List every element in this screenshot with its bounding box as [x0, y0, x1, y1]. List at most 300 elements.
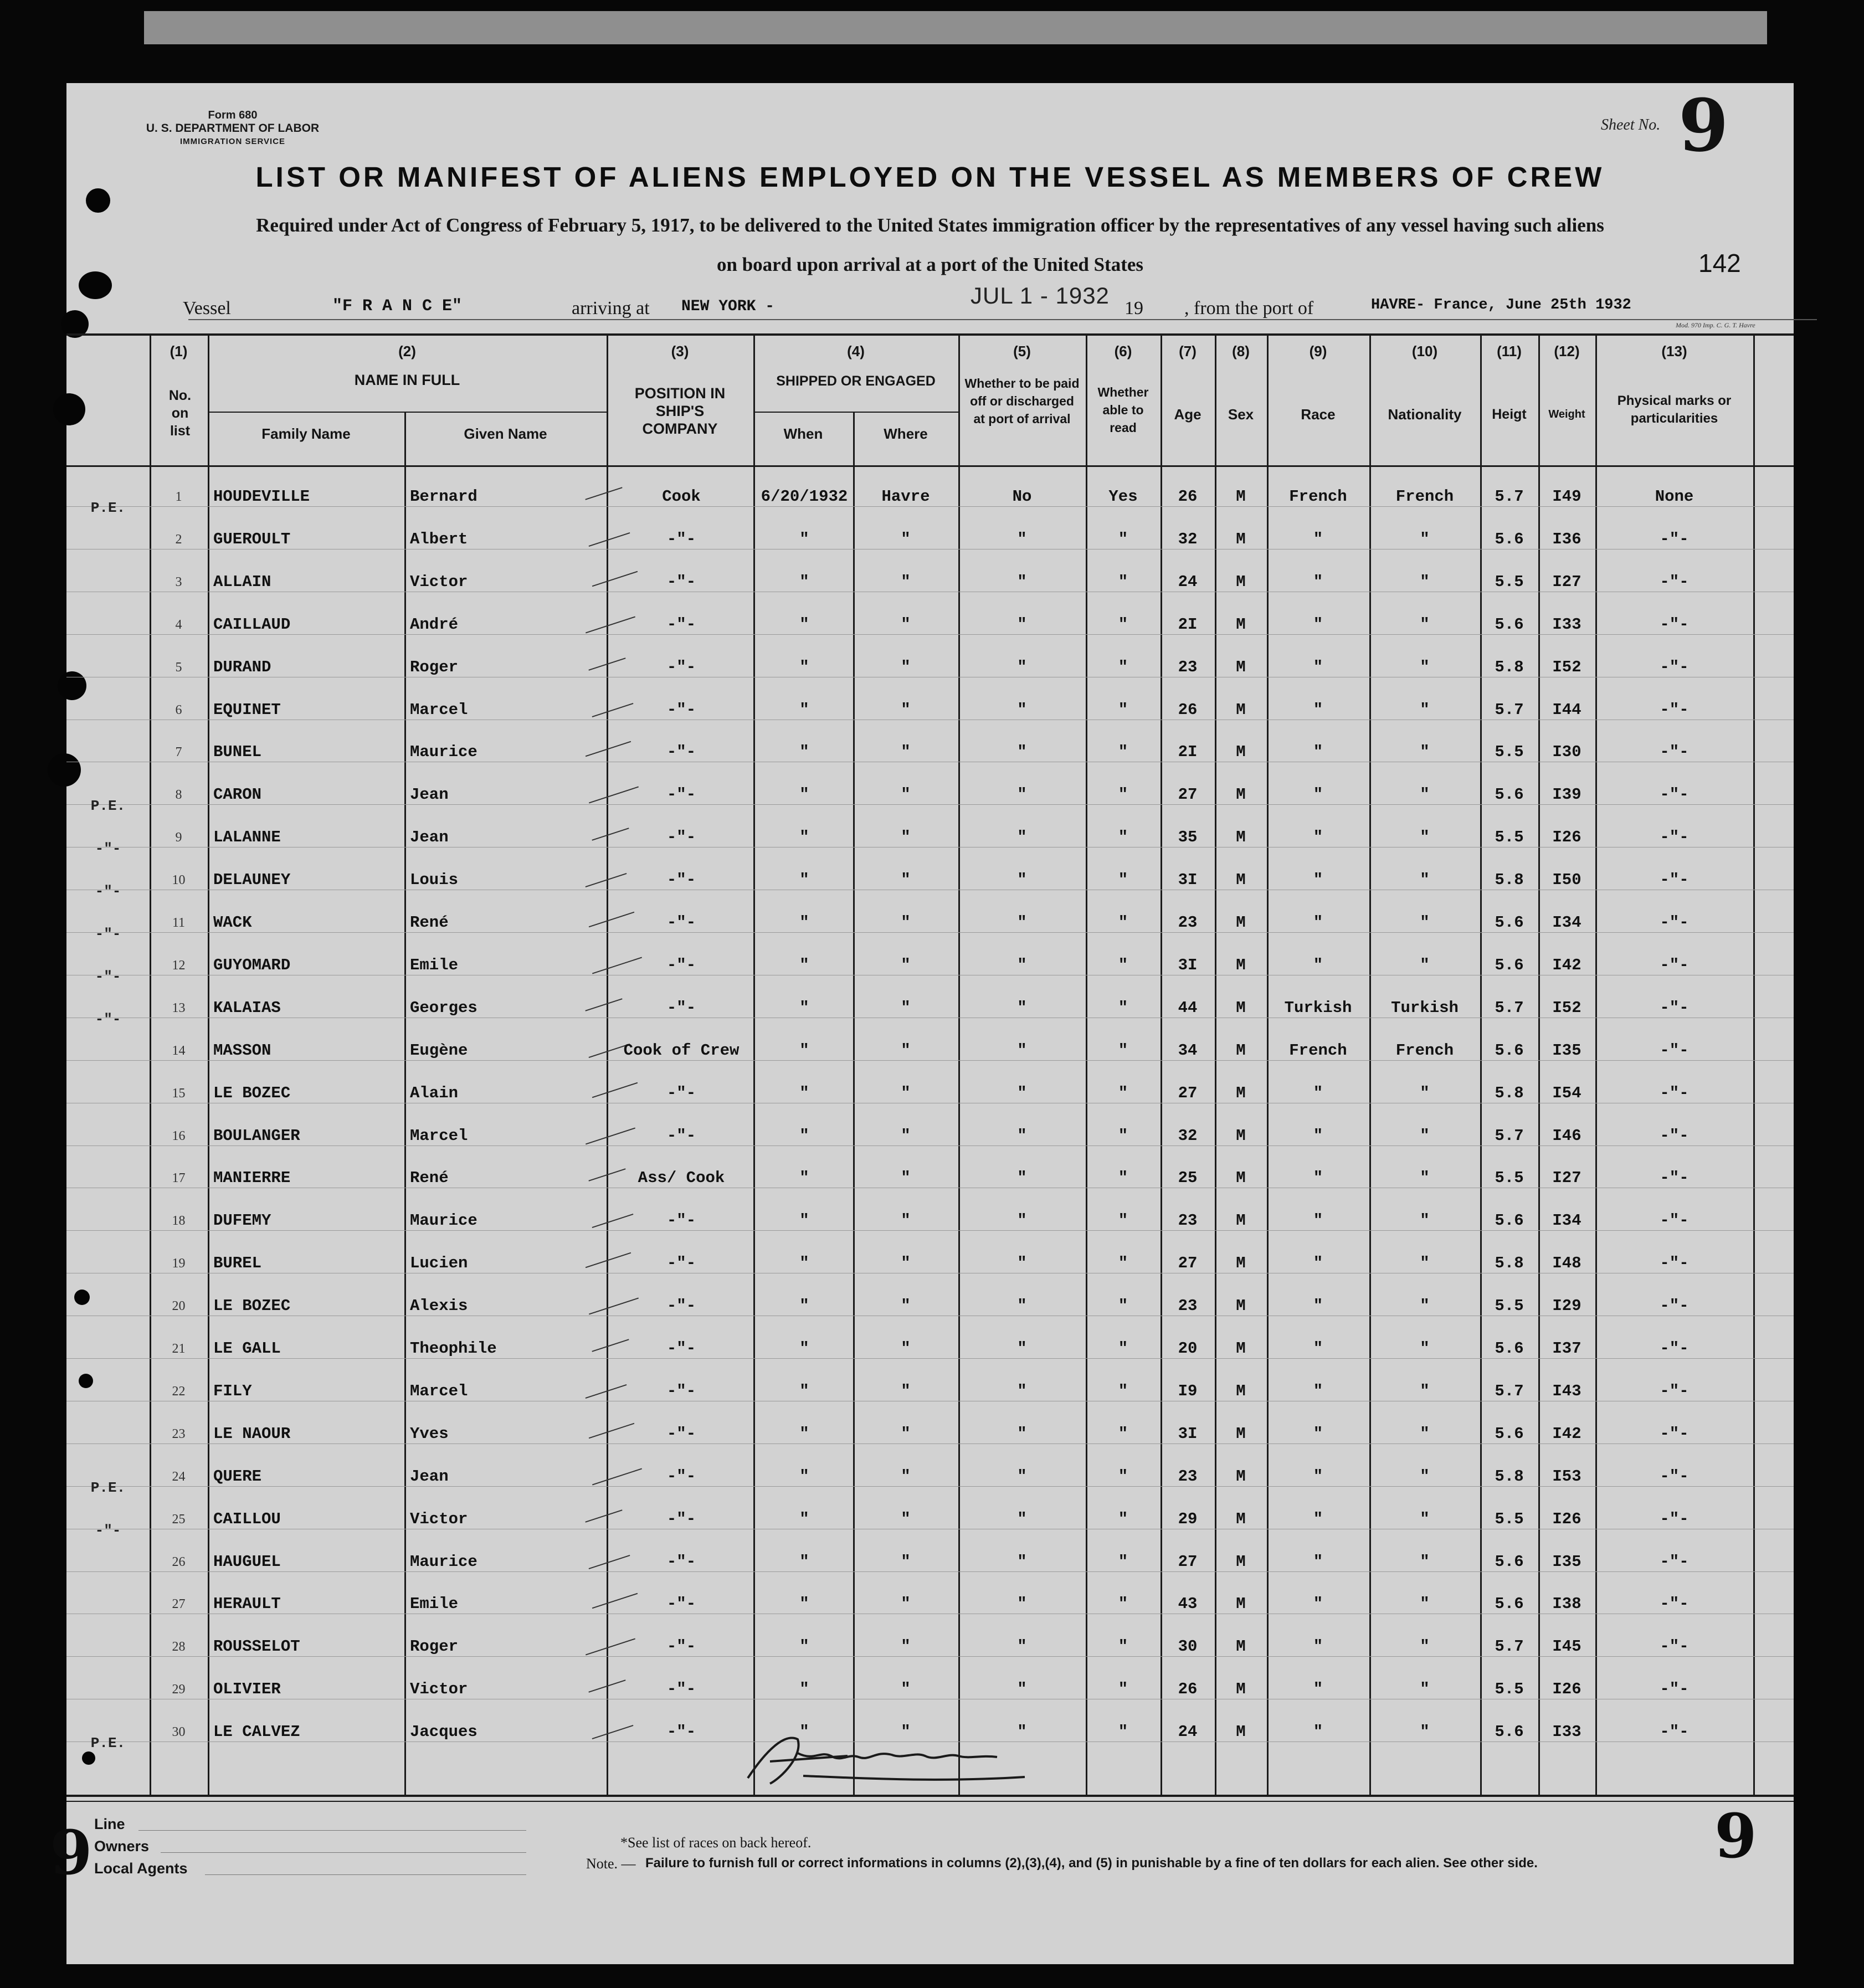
- row-height: 5.6: [1495, 913, 1524, 932]
- row-position: -"-: [666, 1723, 696, 1742]
- row-position: -"-: [666, 1297, 696, 1316]
- row-position: -"-: [666, 1637, 696, 1656]
- row-marks: -"-: [1660, 615, 1689, 634]
- row-read: ": [1118, 615, 1128, 634]
- row-position: -"-: [666, 572, 696, 591]
- row-when: ": [799, 1339, 809, 1358]
- subtitle-line-2: on board upon arrival at a port of the United States: [716, 254, 1144, 275]
- row-weight: I38: [1552, 1595, 1581, 1614]
- row-age: 2I: [1178, 743, 1198, 762]
- row-nationality: ": [1420, 1680, 1430, 1699]
- row-read: ": [1118, 1509, 1128, 1528]
- row-weight: I26: [1552, 1509, 1581, 1528]
- row-paid: ": [1017, 1637, 1027, 1656]
- col-divider: [1086, 333, 1087, 1796]
- row-family: KALAIAS: [213, 998, 281, 1017]
- row-paid: ": [1017, 743, 1027, 762]
- col-divider: [1215, 333, 1216, 1796]
- row-read: ": [1118, 530, 1128, 548]
- row-no: 19: [172, 1256, 186, 1271]
- table-bottom-border-2: [66, 1801, 1794, 1802]
- row-where: ": [901, 1297, 911, 1316]
- row-marks: -"-: [1660, 1254, 1689, 1273]
- row-sex: M: [1236, 700, 1246, 719]
- row-nationality: ": [1420, 1467, 1430, 1486]
- row-sex: M: [1236, 956, 1246, 974]
- row-given: Emile: [410, 1595, 459, 1614]
- row-paid: ": [1017, 1254, 1027, 1273]
- row-given: André: [410, 615, 459, 634]
- row-where: ": [901, 828, 911, 847]
- row-position: -"-: [666, 700, 696, 719]
- row-marks: -"-: [1660, 1041, 1689, 1060]
- row-age: 26: [1178, 1680, 1198, 1699]
- row-where: ": [901, 1552, 911, 1571]
- row-sex: M: [1236, 615, 1246, 634]
- row-when: 6/20/1932: [761, 487, 848, 506]
- row-height: 5.6: [1495, 1424, 1524, 1443]
- row-when: ": [799, 615, 809, 634]
- row-where: ": [901, 1424, 911, 1443]
- row-no: 22: [172, 1384, 186, 1399]
- department-name: U. S. DEPARTMENT OF LABOR: [146, 122, 320, 135]
- row-sex: M: [1236, 1254, 1246, 1273]
- arriving-label: arriving at: [572, 298, 650, 319]
- row-weight: I36: [1552, 530, 1581, 548]
- col3-number: (3): [671, 343, 689, 359]
- row-when: ": [799, 743, 809, 762]
- row-height: 5.5: [1495, 572, 1524, 591]
- col11-number: (11): [1497, 343, 1522, 359]
- row-when: ": [799, 572, 809, 591]
- row-read: ": [1118, 1339, 1128, 1358]
- row-given: Marcel: [410, 1126, 468, 1145]
- row-weight: I42: [1552, 956, 1581, 974]
- punch-hole: [53, 393, 85, 425]
- sheet-label: Sheet No.: [1601, 116, 1661, 133]
- row-height: 5.6: [1495, 1552, 1524, 1571]
- col1-label: No. on list: [168, 388, 192, 439]
- row-marks: -"-: [1660, 1424, 1689, 1443]
- row-height: 5.7: [1495, 700, 1524, 719]
- row-position: -"-: [666, 1680, 696, 1699]
- row-where: ": [901, 1083, 911, 1102]
- row-position: -"-: [666, 1254, 696, 1273]
- row-family: LE BOZEC: [213, 1083, 291, 1102]
- row-height: 5.5: [1495, 1680, 1524, 1699]
- row-weight: I42: [1552, 1424, 1581, 1443]
- row-height: 5.7: [1495, 1637, 1524, 1656]
- row-marks: -"-: [1660, 1723, 1689, 1742]
- row-when: ": [799, 1467, 809, 1486]
- row-family: DURAND: [213, 657, 271, 676]
- row-where: ": [901, 700, 911, 719]
- row-marks: -"-: [1660, 1509, 1689, 1528]
- row-sex: M: [1236, 1552, 1246, 1571]
- row-family: QUERE: [213, 1467, 262, 1486]
- row-given: Marcel: [410, 1381, 468, 1400]
- row-age: 27: [1178, 1254, 1198, 1273]
- row-no: 1: [175, 490, 182, 504]
- row-read: ": [1118, 1083, 1128, 1102]
- col-divider: [607, 333, 608, 1796]
- row-when: ": [799, 828, 809, 847]
- row-nationality: ": [1420, 1339, 1430, 1358]
- row-race: Turkish: [1284, 998, 1352, 1017]
- row-rule: [66, 1486, 1794, 1487]
- row-age: 32: [1178, 1126, 1198, 1145]
- row-age: 32: [1178, 530, 1198, 548]
- col-divider: [150, 333, 151, 1796]
- row-race: ": [1313, 1595, 1323, 1614]
- row-race: ": [1313, 1297, 1323, 1316]
- row-position: Ass/ Cook: [638, 1169, 725, 1188]
- row-no: 18: [172, 1214, 186, 1229]
- col9-label: Race: [1301, 406, 1336, 423]
- row-sex: M: [1236, 1297, 1246, 1316]
- row-position: -"-: [666, 913, 696, 932]
- row-read: ": [1118, 998, 1128, 1017]
- row-age: I9: [1178, 1381, 1198, 1400]
- row-sex: M: [1236, 572, 1246, 591]
- row-rule: [66, 1358, 1794, 1359]
- row-no: 26: [172, 1554, 186, 1569]
- service-name: IMMIGRATION SERVICE: [179, 137, 286, 146]
- row-given: Victor: [410, 1680, 468, 1699]
- row-race: ": [1313, 1339, 1323, 1358]
- row-age: 3I: [1178, 871, 1198, 890]
- row-marks: -"-: [1660, 913, 1689, 932]
- col1-number: (1): [170, 343, 188, 359]
- row-nationality: ": [1420, 913, 1430, 932]
- col-divider: [404, 412, 406, 1796]
- row-paid: ": [1017, 530, 1027, 548]
- row-marks: -"-: [1660, 1083, 1689, 1102]
- row-family: LE NAOUR: [213, 1424, 291, 1443]
- col4-when-label: When: [783, 425, 823, 442]
- row-when: ": [799, 1595, 809, 1614]
- row-position: -"-: [666, 1595, 696, 1614]
- form-number: Form 680: [208, 109, 258, 121]
- arriving-port: NEW YORK -: [681, 298, 775, 315]
- row-given: Alexis: [410, 1297, 468, 1316]
- row-rule: [66, 1145, 1794, 1146]
- row-sex: M: [1236, 530, 1246, 548]
- row-race: ": [1313, 785, 1323, 804]
- row-race: ": [1313, 871, 1323, 890]
- row-marks: -"-: [1660, 956, 1689, 974]
- row-age: 34: [1178, 1041, 1198, 1060]
- footer-underline: [205, 1874, 526, 1875]
- from-port: HAVRE- France, June 25th 1932: [1371, 297, 1631, 314]
- row-sex: M: [1236, 1637, 1246, 1656]
- row-age: 25: [1178, 1169, 1198, 1188]
- row-marks: -"-: [1660, 530, 1689, 548]
- row-height: 5.7: [1495, 998, 1524, 1017]
- row-sex: M: [1236, 1680, 1246, 1699]
- row-race: ": [1313, 700, 1323, 719]
- row-when: ": [799, 1381, 809, 1400]
- vessel-underline: [188, 319, 1817, 320]
- row-nationality: ": [1420, 1254, 1430, 1273]
- row-sex: M: [1236, 1211, 1246, 1230]
- row-height: 5.7: [1495, 487, 1524, 506]
- row-when: ": [799, 871, 809, 890]
- row-no: 21: [172, 1342, 186, 1356]
- row-age: 26: [1178, 700, 1198, 719]
- col2-label: NAME IN FULL: [354, 372, 460, 388]
- row-age: 2I: [1178, 615, 1198, 634]
- row-paid: ": [1017, 1381, 1027, 1400]
- col3-label: POSITION IN SHIP'S COMPANY: [634, 385, 726, 437]
- row-height: 5.7: [1495, 1126, 1524, 1145]
- row-paid: ": [1017, 871, 1027, 890]
- row-no: 17: [172, 1171, 186, 1186]
- row-sex: M: [1236, 1041, 1246, 1060]
- vessel-label: Vessel: [183, 298, 231, 319]
- note-text: Failure to furnish full or correct informations in columns (2),(3),(4), and (5) in punishable by a fine of ten dollars for each alien. See other side.: [645, 1856, 1538, 1871]
- footer-underline: [161, 1852, 526, 1853]
- row-paid: ": [1017, 1083, 1027, 1102]
- row-no: 9: [175, 830, 182, 845]
- row-race: ": [1313, 1680, 1323, 1699]
- row-when: ": [799, 657, 809, 676]
- row-weight: I33: [1552, 1723, 1581, 1742]
- sheet-mark-left: 9: [50, 1817, 93, 1888]
- row-family: OLIVIER: [213, 1680, 281, 1699]
- col-divider: [1480, 333, 1482, 1796]
- row-paid: ": [1017, 1126, 1027, 1145]
- row-age: 23: [1178, 1297, 1198, 1316]
- row-height: 5.5: [1495, 1509, 1524, 1528]
- row-when: ": [799, 1723, 809, 1742]
- col11-label: Heigt: [1492, 407, 1527, 422]
- row-race: ": [1313, 572, 1323, 591]
- printer-note: Mod. 970 Imp. C. G. T. Havre: [1676, 321, 1755, 329]
- row-nationality: ": [1420, 1723, 1430, 1742]
- footer-agents-label: Local Agents: [94, 1860, 188, 1877]
- row-margin: P.E.: [90, 798, 126, 815]
- row-height: 5.6: [1495, 1339, 1524, 1358]
- row-read: ": [1118, 743, 1128, 762]
- row-margin: P.E.: [90, 1479, 126, 1496]
- row-paid: ": [1017, 572, 1027, 591]
- row-sex: M: [1236, 1595, 1246, 1614]
- row-age: 24: [1178, 1723, 1198, 1742]
- col5-number: (5): [1013, 343, 1031, 359]
- row-family: DUFEMY: [213, 1211, 271, 1230]
- row-where: ": [901, 956, 911, 974]
- scanner-top-strip: [144, 11, 1767, 44]
- name-subheader-line: [208, 412, 607, 413]
- row-nationality: French: [1395, 487, 1454, 506]
- row-marks: -"-: [1660, 1297, 1689, 1316]
- row-read: ": [1118, 1680, 1128, 1699]
- row-no: 3: [175, 574, 182, 589]
- footer-line-label: Line: [94, 1816, 125, 1832]
- row-nationality: ": [1420, 743, 1430, 762]
- row-where: ": [901, 785, 911, 804]
- row-height: 5.5: [1495, 828, 1524, 847]
- row-read: ": [1118, 828, 1128, 847]
- row-family: CAILLOU: [213, 1509, 281, 1528]
- row-position: Cook: [662, 487, 701, 506]
- row-age: 3I: [1178, 956, 1198, 974]
- row-given: René: [410, 913, 449, 932]
- row-sex: M: [1236, 1509, 1246, 1528]
- row-race: ": [1313, 1381, 1323, 1400]
- row-race: French: [1289, 487, 1347, 506]
- row-height: 5.8: [1495, 871, 1524, 890]
- note-label: Note. —: [586, 1856, 636, 1872]
- row-paid: ": [1017, 913, 1027, 932]
- row-when: ": [799, 785, 809, 804]
- date-stamp: JUL 1 - 1932: [970, 282, 1110, 309]
- row-rule: [66, 506, 1794, 507]
- sheet-mark-right: 9: [1714, 1800, 1757, 1872]
- row-rule: [66, 804, 1794, 805]
- row-read: ": [1118, 1381, 1128, 1400]
- row-sex: M: [1236, 1424, 1246, 1443]
- row-marks: -"-: [1660, 1637, 1689, 1656]
- row-when: ": [799, 1041, 809, 1060]
- row-nationality: ": [1420, 871, 1430, 890]
- row-age: 24: [1178, 572, 1198, 591]
- row-weight: I37: [1552, 1339, 1581, 1358]
- row-race: ": [1313, 1637, 1323, 1656]
- sheet-number: 9: [1678, 83, 1729, 168]
- row-given: Jean: [410, 1467, 449, 1486]
- row-height: 5.6: [1495, 1595, 1524, 1614]
- row-height: 5.7: [1495, 1381, 1524, 1400]
- row-margin: -"-: [95, 1522, 121, 1539]
- row-position: -"-: [666, 998, 696, 1017]
- row-position: -"-: [666, 530, 696, 548]
- row-position: -"-: [666, 1381, 696, 1400]
- row-height: 5.6: [1495, 1041, 1524, 1060]
- row-sex: M: [1236, 1723, 1246, 1742]
- footer-underline: [138, 1830, 526, 1831]
- row-read: ": [1118, 700, 1128, 719]
- row-age: 35: [1178, 828, 1198, 847]
- row-when: ": [799, 1083, 809, 1102]
- row-age: 29: [1178, 1509, 1198, 1528]
- row-margin: -"-: [95, 926, 121, 942]
- col6-label: Whether able to read: [1097, 385, 1149, 435]
- row-where: ": [901, 1339, 911, 1358]
- page-title: LIST OR MANIFEST OF ALIENS EMPLOYED ON THE VESSEL AS MEMBERS OF CREW: [255, 161, 1605, 193]
- row-nationality: ": [1420, 1211, 1430, 1230]
- row-family: BUNEL: [213, 743, 262, 762]
- row-weight: I52: [1552, 998, 1581, 1017]
- row-nationality: ": [1420, 1169, 1430, 1188]
- row-read: ": [1118, 1424, 1128, 1443]
- row-nationality: Turkish: [1391, 998, 1459, 1017]
- row-position: -"-: [666, 828, 696, 847]
- col7-number: (7): [1179, 343, 1197, 359]
- col-divider: [1160, 333, 1162, 1796]
- col2-given-label: Given Name: [464, 425, 547, 442]
- row-given: Maurice: [410, 743, 477, 762]
- row-sex: M: [1236, 998, 1246, 1017]
- row-height: 5.8: [1495, 1254, 1524, 1273]
- col4-label: SHIPPED OR ENGAGED: [776, 373, 936, 389]
- table-header-bottom: [66, 465, 1794, 467]
- row-nationality: ": [1420, 956, 1430, 974]
- row-when: ": [799, 998, 809, 1017]
- col12-number: (12): [1554, 343, 1580, 359]
- row-when: ": [799, 1509, 809, 1528]
- row-where: Havre: [881, 487, 930, 506]
- row-position: -"-: [666, 785, 696, 804]
- row-when: ": [799, 530, 809, 548]
- row-no: 13: [172, 1000, 186, 1015]
- manifest-page: [50, 83, 1794, 1964]
- row-marks: -"-: [1660, 1169, 1689, 1188]
- row-race: ": [1313, 1083, 1323, 1102]
- row-paid: ": [1017, 1552, 1027, 1571]
- row-race: ": [1313, 530, 1323, 548]
- row-where: ": [901, 1211, 911, 1230]
- row-marks: -"-: [1660, 743, 1689, 762]
- row-nationality: ": [1420, 785, 1430, 804]
- row-weight: I29: [1552, 1297, 1581, 1316]
- row-read: ": [1118, 1211, 1128, 1230]
- row-height: 5.6: [1495, 956, 1524, 974]
- row-nationality: ": [1420, 1083, 1430, 1102]
- row-age: 43: [1178, 1595, 1198, 1614]
- row-read: ": [1118, 1637, 1128, 1656]
- row-where: ": [901, 572, 911, 591]
- row-margin: -"-: [95, 1010, 121, 1028]
- row-given: Roger: [410, 657, 459, 676]
- vessel-name: "F R A N C E": [332, 297, 463, 316]
- col9-number: (9): [1309, 343, 1327, 359]
- row-marks: -"-: [1660, 1552, 1689, 1571]
- row-given: Albert: [410, 530, 468, 548]
- col10-label: Nationality: [1388, 406, 1462, 423]
- row-paid: ": [1017, 1467, 1027, 1486]
- row-paid: ": [1017, 785, 1027, 804]
- row-no: 7: [175, 745, 182, 760]
- row-family: ALLAIN: [213, 572, 271, 591]
- races-note: *See list of races on back hereof.: [620, 1835, 812, 1851]
- row-no: 27: [172, 1597, 186, 1612]
- year-prefix: 19: [1124, 298, 1143, 319]
- row-nationality: ": [1420, 1297, 1430, 1316]
- row-race: ": [1313, 1424, 1323, 1443]
- row-paid: ": [1017, 1509, 1027, 1528]
- row-read: ": [1118, 1467, 1128, 1486]
- row-read: ": [1118, 1169, 1128, 1188]
- row-when: ": [799, 700, 809, 719]
- row-no: 24: [172, 1469, 186, 1484]
- row-margin: -"-: [95, 840, 121, 857]
- row-nationality: ": [1420, 1552, 1430, 1571]
- col10-number: (10): [1411, 343, 1438, 359]
- row-nationality: ": [1420, 530, 1430, 548]
- row-weight: I43: [1552, 1381, 1581, 1400]
- row-paid: ": [1017, 1211, 1027, 1230]
- row-given: Maurice: [410, 1211, 477, 1230]
- row-where: ": [901, 1254, 911, 1273]
- stamp-number: 142: [1698, 249, 1741, 278]
- row-paid: ": [1017, 1595, 1027, 1614]
- row-given: Maurice: [410, 1552, 477, 1571]
- row-age: 20: [1178, 1339, 1198, 1358]
- row-age: 27: [1178, 785, 1198, 804]
- row-marks: -"-: [1660, 1126, 1689, 1145]
